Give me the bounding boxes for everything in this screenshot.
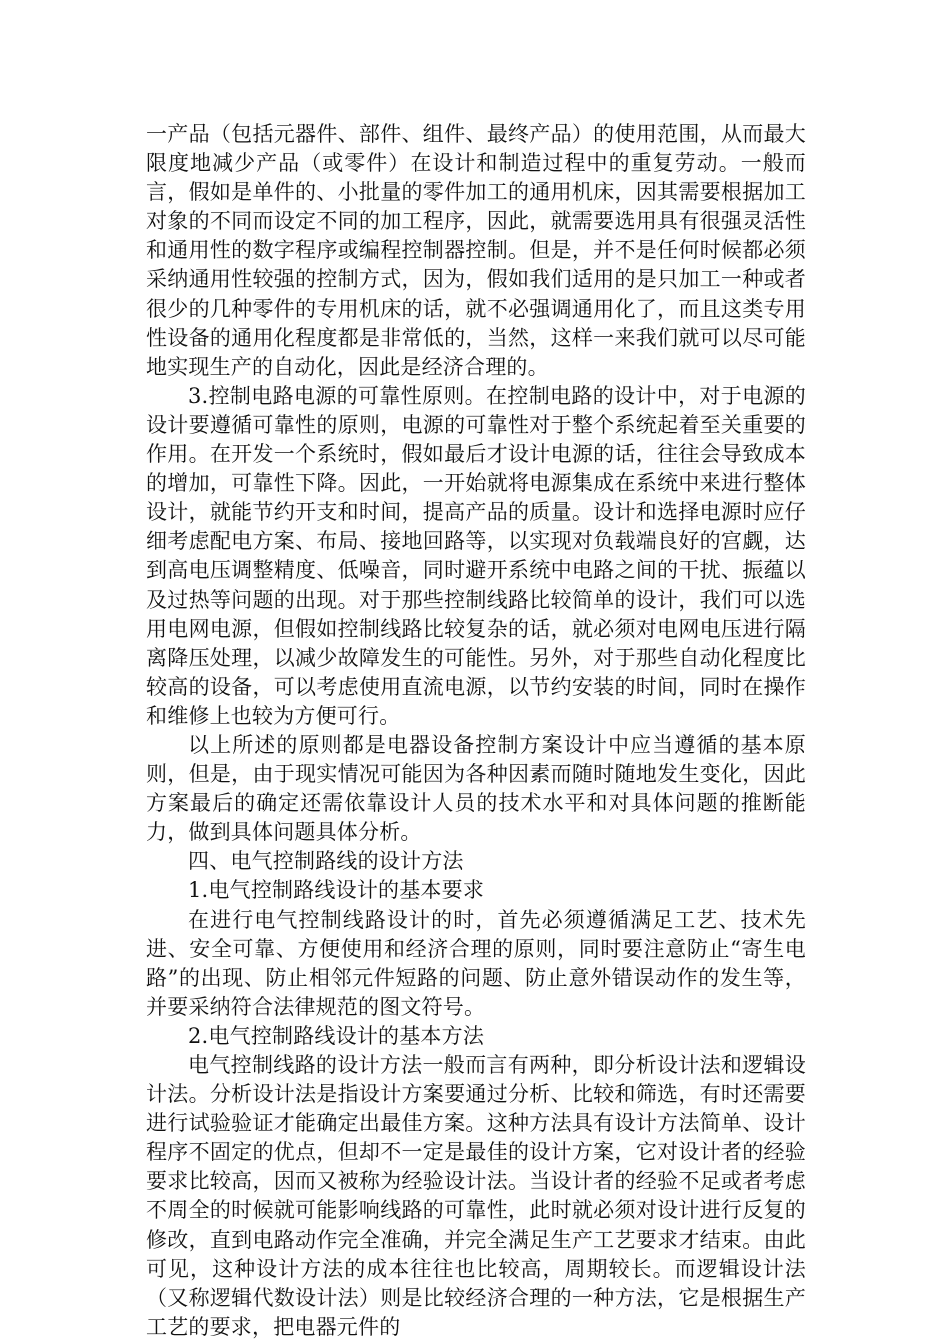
body-paragraph: 以上所述的原则都是电器设备控制方案设计中应当遵循的基本原则，但是，由于现实情况可能因为各种因素而随时随地发生变化，因此方案最后的确定还需依靠设计人员的技术水平和对具体问题的推断能力，做到具体问题具体分析。 xyxy=(146,732,806,845)
section-heading: 四、电气控制路线的设计方法 xyxy=(188,849,464,874)
body-paragraph: 在进行电气控制线路设计的时，首先必须遵循满足工艺、技术先进、安全可靠、方便使用和经济合理的原则，同时要注意防止“寄生电路”的出现、防止相邻元件短路的问题、防止意外错误动作的发生等，并要采纳符合法律规范的图文符号。 xyxy=(146,907,806,1019)
body-paragraph: 3.控制电路电源的可靠性原则。在控制电路的设计中，对于电源的设计要遵循可靠性的原则，电源的可靠性对于整个系统起着至关重要的作用。在开发一个系统时，假如最后才设计电源的话，往往会导致成本的增加，可靠性下降。因此，一开始就将电源集成在系统中来进行整体设计，就能节约开支和时间，提高产品的质量。设计和选择电源时应仔细考虑配电方案、布局、接地回路等，以实现对负载端良好的宫觑，达到高电压调整精度、低噪音，同时避开系统中电路之间的干扰、振蕴以及过热等问题的出现。对于那些控制线路比较简单的设计，我们可以选用电网电源，但假如控制线路比较复杂的话，就必须对电网电压进行隔离降压处理，以减少故障发生的可能性。另外，对于那些自动化程度比较高的设备，可以考虑使用直流电源，以节约安装的时间，同时在操作和维修上也较为方便可行。 xyxy=(146,383,806,728)
subsection-heading: 1.电气控制路线设计的基本要求 xyxy=(188,878,485,903)
body-paragraph: 一产品（包括元器件、部件、组件、最终产品）的使用范围，从而最大限度地减少产品（或零件）在设计和制造过程中的重复劳动。一般而言，假如是单件的、小批量的零件加工的通用机床，因其需要根据加工对象的不同而设定不同的加工程序，因此，就需要选用具有很强灵活性和通用性的数字程序或编程控制器控制。但是，并不是任何时候都必须采纳通用性较强的控制方式，因为，假如我们适用的是只加工一种或者很少的几种零件的专用机床的话，就不必强调通用化了，而且这类专用性设备的通用化程度都是非常低的，当然，这样一来我们就可以尽可能地实现生产的自动化，因此是经济合理的。 xyxy=(146,122,806,379)
subsection-heading: 2.电气控制路线设计的基本方法 xyxy=(188,1023,485,1048)
document-body xyxy=(146,120,806,1342)
body-paragraph: 电气控制线路的设计方法一般而言有两种，即分析设计法和逻辑设计法。分析设计法是指设计方案要通过分析、比较和筛选，有时还需要进行试验验证才能确定出最佳方案。这种方法具有设计方法简单、设计程序不固定的优点，但却不一定是最佳的设计方案，它对设计者的经验要求比较高，因而又被称为经验设计法。当设计者的经验不足或者考虑不周全的时候就可能影响线路的可靠性，此时就必须对设计进行反复的修改，直到电路动作完全准确，并完全满足生产工艺要求才结束。由此可见，这种设计方法的成本往往也比较高，周期较长。而逻辑设计法（又称逻辑代数设计法）则是比较经济合理的一种方法，它是根据生产工艺的要求，把电器元件的 xyxy=(146,1053,806,1339)
